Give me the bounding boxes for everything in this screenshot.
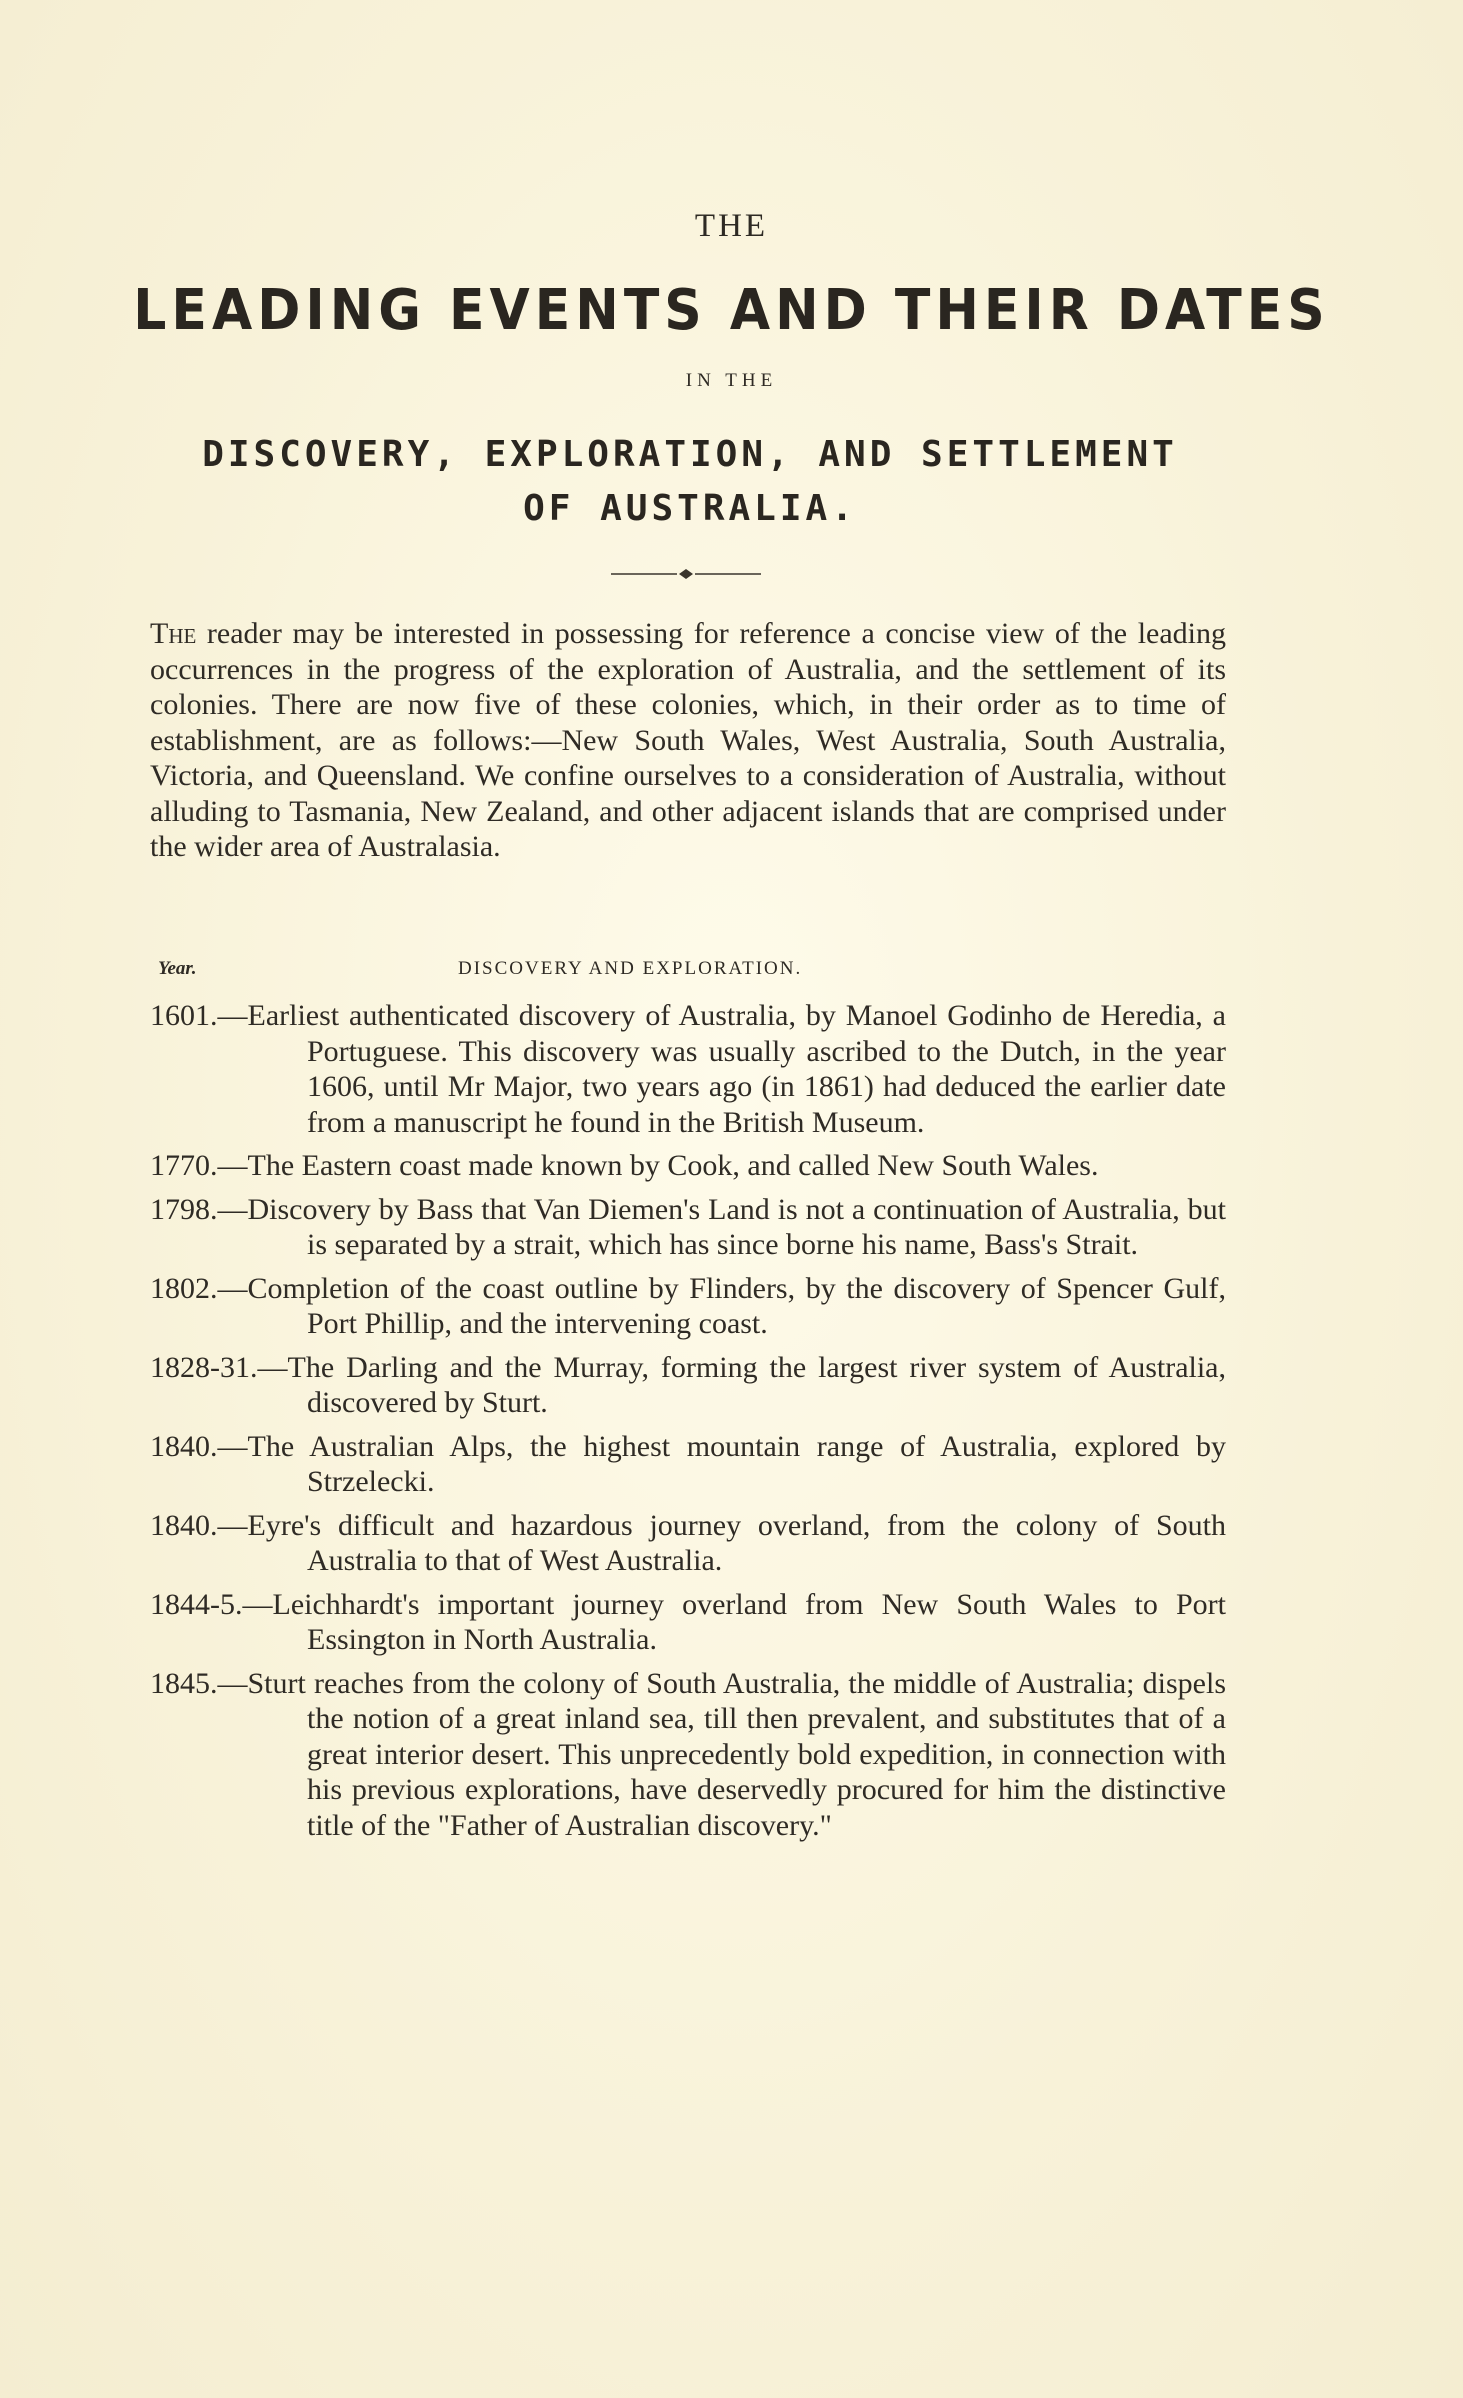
page-title: LEADING EVENTS AND THEIR DATES: [133, 278, 1330, 343]
ornament-divider: [611, 568, 761, 580]
event-entry: [150, 998, 1226, 1140]
event-entry: [150, 1587, 1226, 1658]
event-text: —Eyre's difficult and hazardous journey overland, from the colony of South Australia to that of West Australia.: [217, 1508, 1226, 1577]
event-year: 1828-31.: [150, 1350, 258, 1384]
event-list: [150, 998, 1226, 1851]
event-entry: [150, 1148, 1226, 1184]
subtitle: [130, 428, 1250, 536]
intro-paragraph: [150, 616, 1226, 865]
event-year: 1802.: [150, 1271, 218, 1305]
event-year: 1844-5.: [150, 1587, 243, 1621]
event-entry: [150, 1666, 1226, 1844]
event-text: —Completion of the coast outline by Flinders, by the discovery of Spencer Gulf, Port Phillip, and the intervening coast.: [217, 1271, 1226, 1340]
event-text: —Earliest authenticated discovery of Australia, by Manoel Godinho de Heredia, a Portuguese. This discovery was usually ascribed to the Dutch, in the year 1606, until Mr Major, two years ago (in 1861) had deduced the earlier date from a manuscript he found in the British Museum.: [217, 999, 1226, 1139]
event-text: —Sturt reaches from the colony of South Australia, the middle of Australia; dispels the notion of a great inland sea, till then prevalent, and substitutes that of a great interior desert. This unprecedently bold expedition, in connection with his previous explorations, have deservedly procured for him the distinctive title of the "Father of Australian discovery.": [217, 1666, 1226, 1842]
event-year: 1840.: [150, 1508, 218, 1542]
heading-in-the: IN THE: [685, 370, 778, 391]
event-entry: [150, 1350, 1226, 1421]
event-text: —Discovery by Bass that Van Diemen's Land is not a continuation of Australia, but is separated by a strait, which has since borne his name, Bass's Strait.: [217, 1192, 1226, 1261]
event-entry: [150, 1271, 1226, 1342]
event-year: 1840.: [150, 1429, 218, 1463]
intro-lead-word: The: [150, 617, 197, 650]
event-text: —The Darling and the Murray, forming the largest river system of Australia, discovered by Sturt.: [257, 1350, 1226, 1419]
subtitle-line-2: OF AUSTRALIA.: [523, 488, 857, 529]
section-heading: DISCOVERY AND EXPLORATION.: [458, 958, 803, 979]
event-text: —The Australian Alps, the highest mountain range of Australia, explored by Strzelecki.: [217, 1429, 1226, 1498]
intro-text: reader may be interested in possessing for reference a concise view of the leading occurrences in the progress of the exploration of Australia, and the settlement of its colonies. There are now five of these colonies, which, in their order as to time of establishment, are as follows:—New South Wales, West Australia, South Australia, Victoria, and Queensland. We confine ourselves to a consideration of Australia, without alluding to Tasmania, New Zealand, and other adjacent islands that are comprised under the wider area of Australasia.: [150, 617, 1226, 863]
event-text: —The Eastern coast made known by Cook, and called New South Wales.: [217, 1149, 1099, 1182]
column-year-label: Year.: [158, 958, 197, 979]
event-year: 1845.: [150, 1666, 218, 1700]
column-headings: [150, 958, 1226, 988]
subtitle-line-1: DISCOVERY, EXPLORATION, AND SETTLEMENT: [202, 434, 1178, 475]
heading-the: THE: [694, 208, 769, 244]
event-year: 1770.: [150, 1149, 218, 1182]
event-entry: [150, 1429, 1226, 1500]
event-entry: [150, 1192, 1226, 1263]
event-text: —Leichhardt's important journey overland from New South Wales to Port Essington in North Australia.: [242, 1587, 1226, 1656]
event-year: 1798.: [150, 1192, 218, 1226]
event-entry: [150, 1508, 1226, 1579]
event-year: 1601.: [150, 999, 218, 1032]
